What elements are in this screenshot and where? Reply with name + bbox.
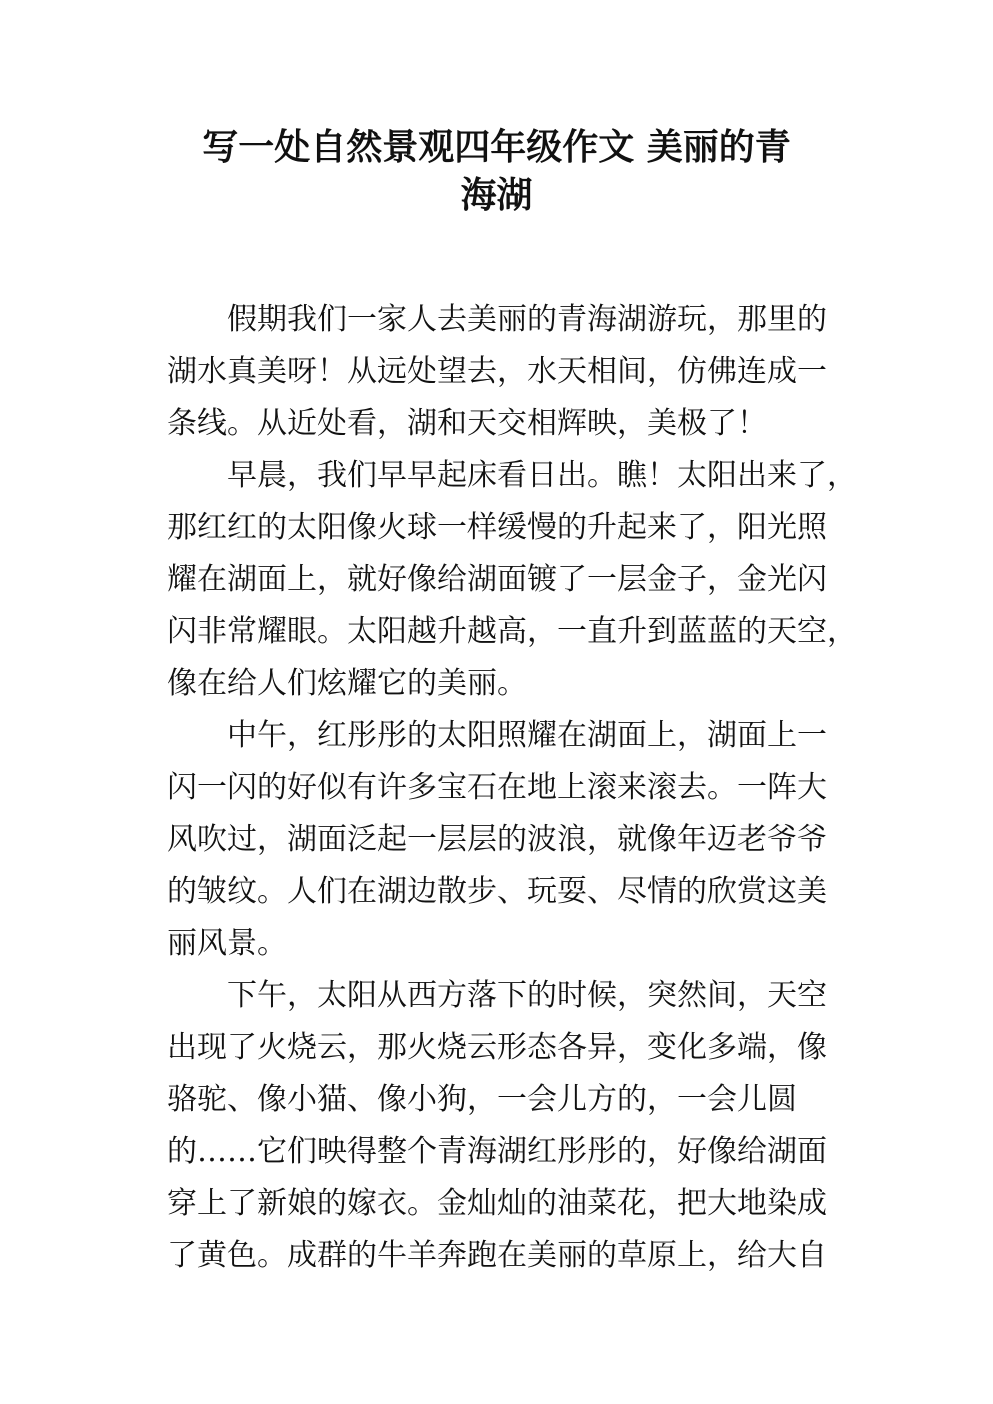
paragraph-2 <box>167 450 857 710</box>
title-line-1: 写一处自然景观四年级作文 美丽的青 <box>202 127 791 168</box>
text-line: 风吹过，湖面泛起一层层的波浪，就像年迈老爷爷 <box>167 822 827 857</box>
text-line: 像在给人们炫耀它的美丽。 <box>167 666 527 701</box>
document-title <box>120 124 873 220</box>
text-line: 假期我们一家人去美丽的青海湖游玩，那里的 <box>227 302 827 337</box>
text-line: 的皱纹。人们在湖边散步、玩耍、尽情的欣赏这美 <box>167 874 827 909</box>
title-line-2: 海湖 <box>460 175 533 216</box>
text-line: 闪一闪的好似有许多宝石在地上滚来滚去。一阵大 <box>167 770 827 805</box>
text-line: 了黄色。成群的牛羊奔跑在美丽的草原上，给大自 <box>167 1238 827 1273</box>
text-line: 条线。从近处看，湖和天交相辉映，美极了！ <box>167 406 767 441</box>
text-line: 中午，红彤彤的太阳照耀在湖面上，湖面上一 <box>227 718 827 753</box>
text-line: 湖水真美呀！从远处望去，水天相间，仿佛连成一 <box>167 354 827 389</box>
text-line: 下午，太阳从西方落下的时候，突然间，天空 <box>227 978 827 1013</box>
text-line: 那红红的太阳像火球一样缓慢的升起来了，阳光照 <box>167 510 827 545</box>
text-line: 骆驼、像小猫、像小狗，一会儿方的，一会儿圆 <box>167 1082 797 1117</box>
text-line: 丽风景。 <box>167 926 287 961</box>
paragraph-4 <box>167 970 847 1282</box>
text-line: 穿上了新娘的嫁衣。金灿灿的油菜花，把大地染成 <box>167 1186 827 1221</box>
text-line: 的……它们映得整个青海湖红彤彤的，好像给湖面 <box>167 1134 827 1169</box>
text-line: 耀在湖面上，就好像给湖面镀了一层金子，金光闪 <box>167 562 827 597</box>
document-body <box>167 294 857 1282</box>
paragraph-3 <box>167 710 847 970</box>
text-line: 早晨，我们早早起床看日出。瞧！太阳出来了， <box>227 458 857 493</box>
text-line: 闪非常耀眼。太阳越升越高，一直升到蓝蓝的天空， <box>167 614 857 649</box>
text-line: 出现了火烧云，那火烧云形态各异，变化多端，像 <box>167 1030 827 1065</box>
paragraph-1 <box>167 294 847 450</box>
